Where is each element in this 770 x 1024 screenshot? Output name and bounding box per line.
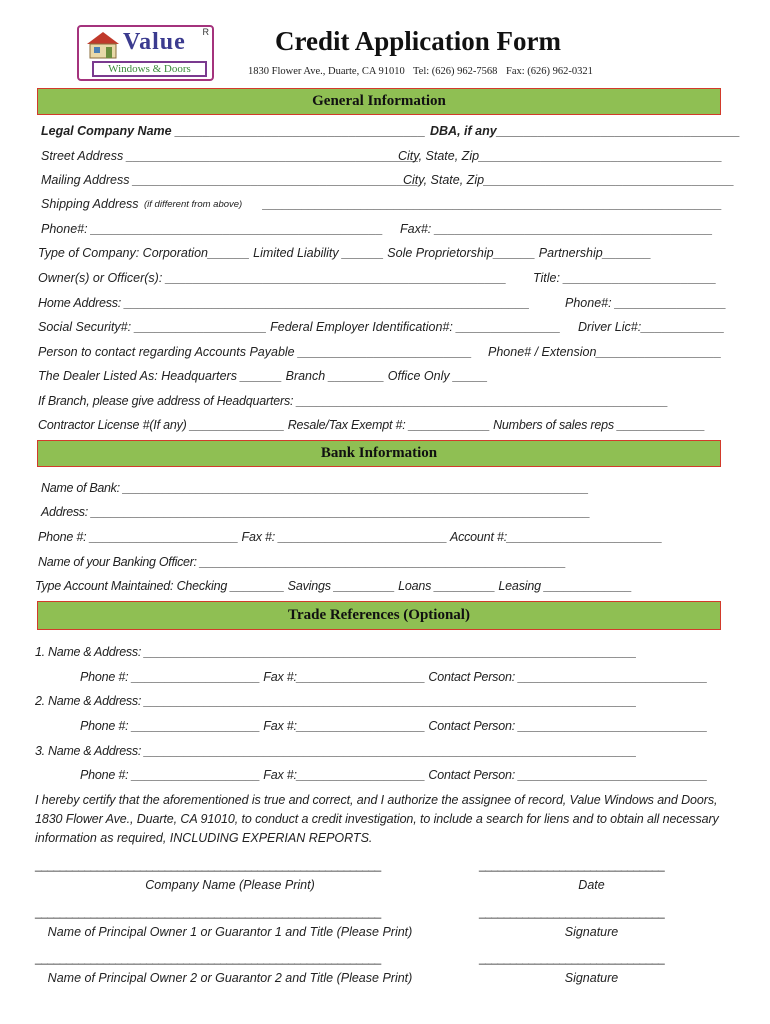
banking-officer-field[interactable]: Name of your Banking Officer: _______________________________________________________ [38,555,566,569]
account-type-field[interactable]: Type Account Maintained: Checking ________ Savings _________ Loans _________ Leasing _____________ [35,579,632,593]
home-phone-field[interactable]: Phone#: ________________ [565,296,727,310]
owner-1-signature-line[interactable]: ______________________________ [479,905,665,919]
company-type-field[interactable]: Type of Company: Corporation______ Limited Liability ______ Sole Proprietorship______ Partnership_______ [38,246,652,260]
shipping-address-label: Shipping Address [41,197,139,211]
fax-field[interactable]: Fax#: ________________________________________ [400,222,713,236]
owner-2-name-line[interactable]: ________________________________________________________ [35,951,381,965]
ap-phone-field[interactable]: Phone# / Extension__________________ [488,345,722,359]
certify-text-line-1: I hereby certify that the aforementioned is true and correct, and I authorize the assignee of record, Value Windows and Doors, [35,793,718,807]
street-city-state-zip-field[interactable]: City, State, Zip___________________________________ [398,149,723,163]
owner-title-field[interactable]: Title: ______________________ [533,271,717,285]
form-title: Credit Application Form [275,26,561,56]
dealer-listing-field[interactable]: The Dealer Listed As: Headquarters ______ Branch ________ Office Only _____ [38,369,488,383]
branch-hq-address-field[interactable]: If Branch, please give address of Headquarters: _______________________________________________________ [38,394,668,408]
dba-field[interactable]: DBA, if any___________________________________ [430,124,740,138]
trade-ref-1-name-field[interactable]: 1. Name & Address: __________________________________________________________________________ [35,645,637,659]
ssn-fein-field[interactable]: Social Security#: ___________________ Federal Employer Identification#: _______________ [38,320,561,334]
shipping-address-field[interactable]: ______________________________________________________________________ [263,197,722,211]
bank-address-field[interactable]: Address: ___________________________________________________________________________ [41,505,590,519]
company-fax: Fax: (626) 962-0321 [506,66,593,77]
bank-name-field[interactable]: Name of Bank: ______________________________________________________________________ [41,481,589,495]
drivers-license-field[interactable]: Driver Lic#:____________ [578,320,725,334]
company-logo [77,25,214,81]
trade-ref-3-name-field[interactable]: 3. Name & Address: __________________________________________________________________________ [35,744,637,758]
shipping-address-note: (if different from above) [144,199,243,210]
owner-1-signature-label: Signature [564,925,619,939]
company-name-signature-line[interactable]: ________________________________________________________ [35,858,381,872]
phone-field[interactable]: Phone#: __________________________________________ [41,222,384,236]
company-address: 1830 Flower Ave., Duarte, CA 91010 [248,66,405,77]
date-line[interactable]: ______________________________ [479,858,665,872]
owner-2-signature-label: Signature [564,971,619,985]
house-icon [85,30,121,60]
owner-1-name-line[interactable]: ________________________________________________________ [35,905,381,919]
company-tel: Tel: (626) 962-7568 [413,66,498,77]
trade-references-header: Trade References (Optional) [37,601,721,630]
bank-info-header: Bank Information [37,440,721,467]
contractor-license-field[interactable]: Contractor License #(If any) ______________ Resale/Tax Exempt #: ____________ Numbers of sales reps _____________ [38,418,705,432]
company-name-label: Company Name (Please Print) [145,878,315,892]
trade-ref-2-name-field[interactable]: 2. Name & Address: __________________________________________________________________________ [35,694,637,708]
street-address-field[interactable]: Street Address __________________________________________ [41,149,419,163]
general-info-header: General Information [37,88,721,115]
mailing-city-state-zip-field[interactable]: City, State, Zip____________________________________ [403,173,735,187]
owner-2-name-label: Name of Principal Owner 2 or Guarantor 2 and Title (Please Print) [47,971,413,985]
trade-ref-1-contact-row[interactable]: Phone #: ___________________ Fax #:___________________ Contact Person: ____________________________ [80,670,708,684]
certify-text-line-3: information as required, INCLUDING EXPERIAN REPORTS. [35,831,373,845]
owner-2-signature-line[interactable]: ______________________________ [479,951,665,965]
mailing-address-field[interactable]: Mailing Address _________________________________________ [41,173,418,187]
home-address-field[interactable]: Home Address: ____________________________________________________________ [38,296,530,310]
logo-subtitle: Windows & Doors [92,61,207,77]
owner-1-name-label: Name of Principal Owner 1 or Guarantor 1 and Title (Please Print) [47,925,413,939]
trade-ref-2-contact-row[interactable]: Phone #: ___________________ Fax #:___________________ Contact Person: ____________________________ [80,719,708,733]
owners-officers-field[interactable]: Owner(s) or Officer(s): _________________________________________________ [38,271,507,285]
certify-text-line-2: 1830 Flower Ave., Duarte, CA 91010, to conduct a credit investigation, to include a search for liens and to obtain all necessary [35,812,719,826]
logo-wordmark: Value [123,29,186,55]
registered-mark: R [202,27,209,37]
legal-company-name-field[interactable]: Legal Company Name ____________________________________ [41,124,426,138]
ap-contact-field[interactable]: Person to contact regarding Accounts Payable _________________________ [38,345,472,359]
trade-ref-3-contact-row[interactable]: Phone #: ___________________ Fax #:___________________ Contact Person: ____________________________ [80,768,708,782]
bank-phone-fax-account-field[interactable]: Phone #: ______________________ Fax #: _________________________ Account #:_______________________ [38,530,663,544]
date-label: Date [578,878,605,892]
